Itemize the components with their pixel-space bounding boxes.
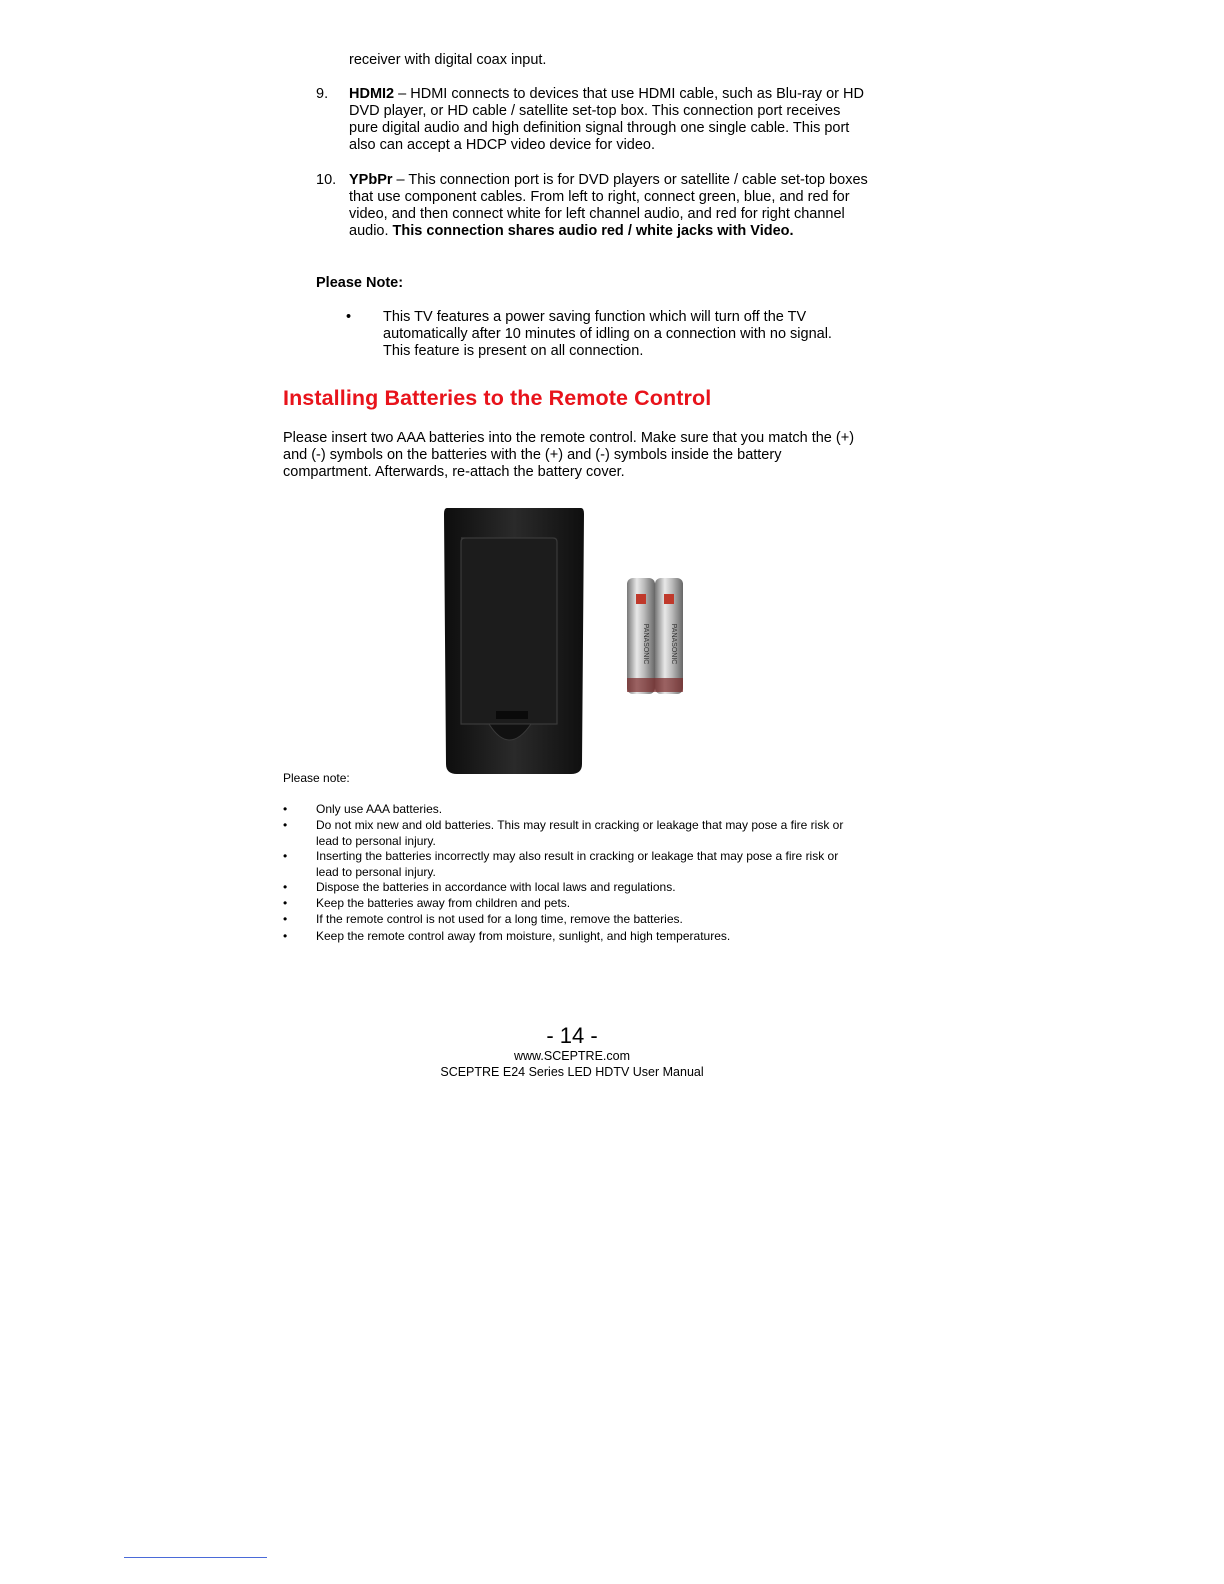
battery-brand-label: PANASONIC: [670, 623, 677, 665]
bullet-marker: •: [283, 929, 288, 943]
please-note-heading: Please Note:: [316, 275, 404, 291]
bullet-marker: •: [283, 896, 288, 910]
page-number: - 14 -: [546, 1023, 598, 1048]
item-number: 9.: [316, 86, 329, 102]
footer-url: www.SCEPTRE.com: [514, 1049, 630, 1063]
continuation-line: receiver with digital coax input.: [349, 52, 547, 68]
battery-brand-label: PANASONIC: [642, 623, 649, 665]
bullet-marker: •: [346, 309, 352, 325]
list-item-hdmi2: [316, 86, 876, 154]
bullet-marker: •: [283, 880, 288, 894]
list-item: • Inserting the batteries incorrectly may also result in cracking or leakage that may pose a fire risk or lead to personal injury.: [283, 849, 839, 879]
bullet-marker: •: [283, 912, 288, 926]
item-number: 10.: [316, 172, 337, 188]
list-item: • Keep the batteries away from children and pets.: [283, 896, 571, 910]
intro-paragraph: Please insert two AAA batteries into the remote control. Make sure that you match the (+) and (-) symbols on the batteries with the (+) and (-) symbols inside the battery compartment. Afterwards, re-attach the battery cover.: [283, 430, 855, 480]
bullet-marker: •: [283, 818, 288, 832]
item-text: – HDMI connects to devices that use HDMI cable, such as Blu-ray or HD DVD player, or HD cable / satellite set-top box. This connection port receives pure digital audio and high definition signal through one single cable. This port also can accept a HDCP video device for video.: [349, 86, 864, 153]
item-label: HDMI2: [349, 86, 395, 102]
list-item: • Keep the remote control away from moisture, sunlight, and high temperatures.: [283, 929, 731, 943]
please-note-label: Please note:: [283, 771, 350, 785]
power-saving-note: This TV features a power saving function which will turn off the TV automatically after 10 minutes of idling on a connection with no signal. This feature is present on all connection.: [383, 309, 832, 359]
list-item: • Only use AAA batteries.: [283, 802, 443, 816]
item-bold-note: This connection shares audio red / white jacks with Video.: [392, 223, 794, 239]
list-item-ypbpr: [316, 172, 876, 240]
remote-control-image: [441, 506, 587, 778]
bullet-marker: •: [283, 802, 288, 816]
aaa-batteries-image: [622, 574, 688, 698]
section-heading: Installing Batteries to the Remote Control: [283, 386, 712, 410]
bullet-marker: •: [283, 849, 288, 863]
footnote-divider: [124, 1557, 267, 1558]
footer-title: SCEPTRE E24 Series LED HDTV User Manual: [440, 1065, 704, 1079]
item-body: [349, 172, 869, 240]
list-item: • Dispose the batteries in accordance with local laws and regulations.: [283, 880, 676, 894]
item-body: [349, 86, 869, 154]
item-text: – This connection port is for DVD players or satellite / cable set-top boxes that use component cables. From left to right, connect green, blue, and red for video, and then connect white for left channel audio, and red for right channel audio.: [349, 172, 868, 239]
item-label: YPbPr: [349, 172, 393, 188]
list-item: • If the remote control is not used for a long time, remove the batteries.: [283, 912, 683, 926]
list-item: • Do not mix new and old batteries. This may result in cracking or leakage that may pose a fire risk or lead to personal injury.: [283, 818, 844, 848]
